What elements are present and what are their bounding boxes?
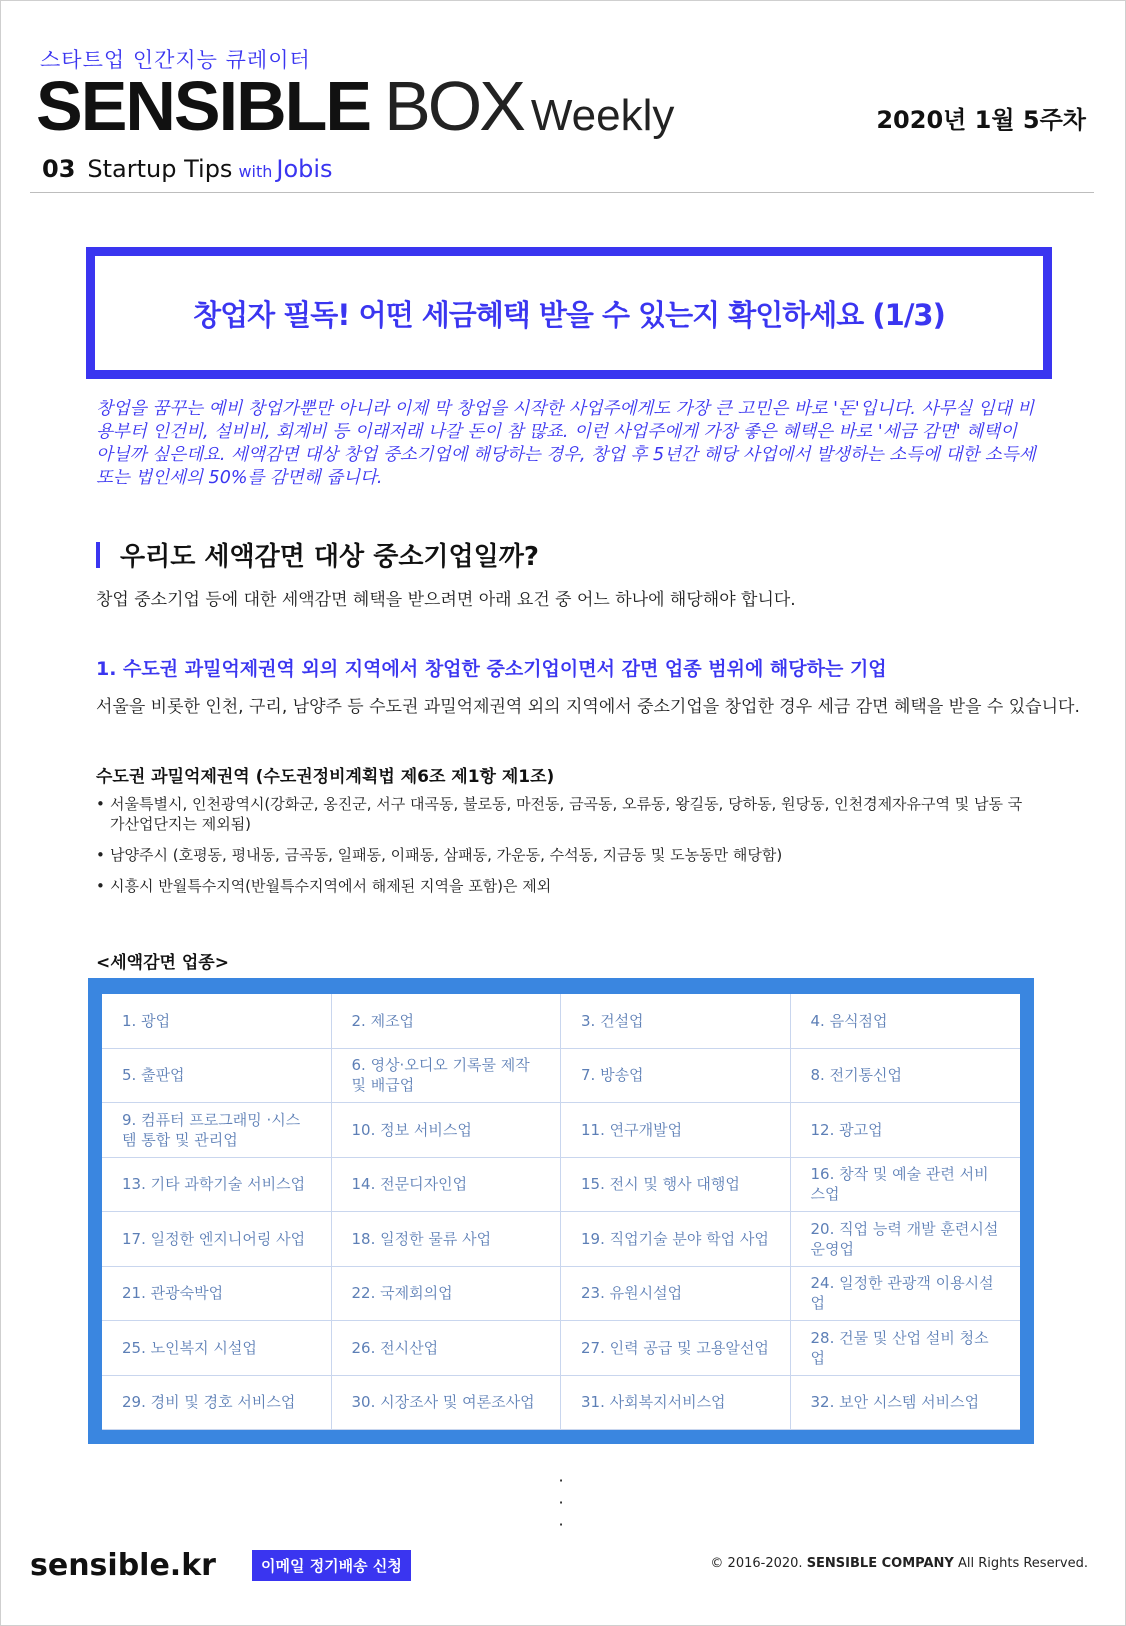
- section-heading-eligibility: 우리도 세액감면 대상 중소기업일까?: [96, 536, 539, 573]
- section-with: with: [238, 162, 273, 181]
- dot: ·: [558, 1493, 564, 1512]
- dot: ·: [558, 1515, 564, 1534]
- table-cell: 13. 기타 과학기술 서비스업: [102, 1158, 332, 1213]
- table-cell: 27. 인력 공급 및 고용알선업: [561, 1321, 791, 1376]
- subscribe-button[interactable]: 이메일 정기배송 신청: [252, 1550, 411, 1581]
- footer-logo[interactable]: sensible.kr: [30, 1548, 216, 1583]
- continuation-dots: [557, 1470, 565, 1536]
- table-cell: 4. 음식점업: [791, 994, 1021, 1049]
- article-intro: 창업을 꿈꾸는 예비 창업가뿐만 아니라 이제 막 창업을 시작한 사업주에게도 가장 큰 고민은 바로 '돈'입니다. 사무실 임대 비용부터 인건비, 설비비, 회계비 등 이래저래 나갈 돈이 참 많죠. 이런 사업주에게 가장 좋은 혜택은 바로 '세금 감면' 혜택이 아닐까 싶은데요. 세액감면 대상 창업 중소기업에 해당하는 경우, 창업 후 5년간 해당 사업에서 발생하는 소득에 대한 소득세 또는 법인세의 50%를 감면해 줍니다.: [96, 399, 1036, 488]
- kicker-text: 스타트업 인간지능 큐레이터: [40, 48, 311, 72]
- table-cell: 2. 제조업: [332, 994, 562, 1049]
- table-cell: 17. 일정한 엔지니어링 사업: [102, 1212, 332, 1267]
- table-cell: 30. 시장조사 및 여론조사업: [332, 1376, 562, 1431]
- table-cell: 5. 출판업: [102, 1049, 332, 1104]
- section-heading: [42, 155, 333, 183]
- table-cell: 15. 전시 및 행사 대행업: [561, 1158, 791, 1213]
- table-cell: 25. 노인복지 시설업: [102, 1321, 332, 1376]
- copyright-prefix: © 2016-2020.: [710, 1556, 803, 1571]
- table-cell: 1. 광업: [102, 994, 332, 1049]
- section-partner: Jobis: [276, 155, 333, 183]
- industry-table-frame: [88, 978, 1034, 1444]
- table-cell: 31. 사회복지서비스업: [561, 1376, 791, 1431]
- table-cell: 20. 직업 능력 개발 훈련시설 운영업: [791, 1212, 1021, 1267]
- section-title: Startup Tips: [87, 155, 233, 183]
- table-cell: 14. 전문디자인업: [332, 1158, 562, 1213]
- requirement-description-1: 서울을 비롯한 인천, 구리, 남양주 등 수도권 과밀억제권역 외의 지역에서 중소기업을 창업한 경우 세금 감면 혜택을 받을 수 있습니다.: [96, 697, 1080, 717]
- table-cell: 28. 건물 및 산업 설비 청소업: [791, 1321, 1021, 1376]
- eligibility-description: 창업 중소기업 등에 대한 세액감면 혜택을 받으려면 아래 요건 중 어느 하나에 해당해야 합니다.: [96, 590, 796, 610]
- table-cell: 18. 일정한 물류 사업: [332, 1212, 562, 1267]
- table-cell: 24. 일정한 관광객 이용시설업: [791, 1267, 1021, 1322]
- table-cell: 12. 광고업: [791, 1103, 1021, 1158]
- table-cell: 16. 창작 및 예술 관련 서비스업: [791, 1158, 1021, 1213]
- list-item: • 남양주시 (호평동, 평내동, 금곡동, 일패동, 이패동, 삼패동, 가운동, 수석동, 지금동 및 도농동만 해당함): [96, 845, 1030, 865]
- section-number: 03: [42, 155, 76, 183]
- table-cell: 32. 보안 시스템 서비스업: [791, 1376, 1021, 1431]
- copyright-company: SENSIBLE COMPANY: [806, 1556, 954, 1571]
- article-title-box: [86, 247, 1052, 379]
- list-item: • 서울특별시, 인천광역시(강화군, 옹진군, 서구 대곡동, 불로동, 마전동, 금곡동, 오류동, 왕길동, 당하동, 원당동, 인천경제자유구역 및 남동 국가산업단지는 제외됨): [96, 794, 1030, 834]
- header-divider: [30, 192, 1094, 193]
- copyright: [710, 1556, 1088, 1571]
- brand-logo[interactable]: [36, 66, 674, 146]
- overcrowded-area-heading: 수도권 과밀억제권역 (수도권정비계획법 제6조 제1항 제1조): [96, 767, 555, 787]
- overcrowded-area-list: [96, 794, 1030, 907]
- table-cell: 19. 직업기술 분야 학업 사업: [561, 1212, 791, 1267]
- table-cell: 7. 방송업: [561, 1049, 791, 1104]
- table-cell: 8. 전기통신업: [791, 1049, 1021, 1104]
- table-cell: 22. 국제회의업: [332, 1267, 562, 1322]
- table-cell: 10. 정보 서비스업: [332, 1103, 562, 1158]
- industry-table-heading: <세액감면 업종>: [96, 953, 229, 973]
- copyright-suffix: All Rights Reserved.: [957, 1556, 1088, 1571]
- list-item: • 시흥시 반월특수지역(반월특수지역에서 해제된 지역을 포함)은 제외: [96, 876, 1030, 896]
- dot: ·: [558, 1471, 564, 1490]
- table-cell: 3. 건설업: [561, 994, 791, 1049]
- table-cell: 29. 경비 및 경호 서비스업: [102, 1376, 332, 1431]
- brand-bold: SENSIBLE: [36, 67, 371, 145]
- brand-weekly: Weekly: [530, 91, 675, 140]
- article-title: 창업자 필독! 어떤 세금혜택 받을 수 있는지 확인하세요 (1/3): [193, 297, 945, 332]
- table-cell: 23. 유원시설업: [561, 1267, 791, 1322]
- table-cell: 26. 전시산업: [332, 1321, 562, 1376]
- brand-light: BOX: [384, 67, 523, 145]
- requirement-heading-1: 1. 수도권 과밀억제권역 외의 지역에서 창업한 중소기업이면서 감면 업종 범위에 해당하는 기업: [96, 658, 887, 680]
- issue-date: 2020년 1월 5주차: [876, 106, 1086, 134]
- industry-table: [102, 994, 1020, 1430]
- table-cell: 9. 컴퓨터 프로그래밍 ·시스템 통합 및 관리업: [102, 1103, 332, 1158]
- table-cell: 11. 연구개발업: [561, 1103, 791, 1158]
- table-cell: 6. 영상·오디오 기록물 제작 및 배급업: [332, 1049, 562, 1104]
- table-cell: 21. 관광숙박업: [102, 1267, 332, 1322]
